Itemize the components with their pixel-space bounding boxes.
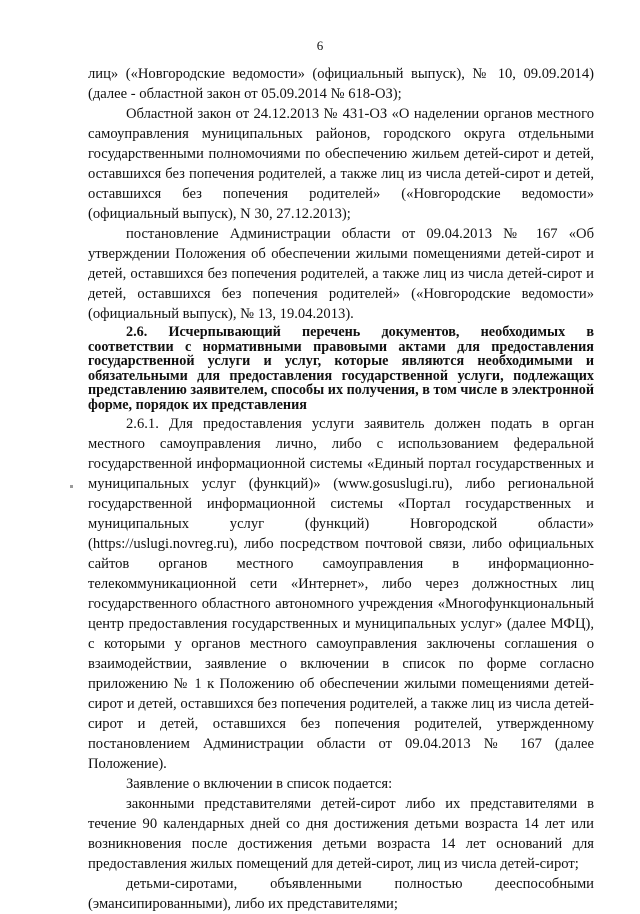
margin-mark [70, 485, 73, 488]
paragraph: лиц» («Новгородские ведомости» (официальный выпуск), № 10, 09.09.2014) (далее - областной закон от 05.09.2014 № 618-ОЗ); [88, 66, 594, 102]
paragraph: детьми-сиротами, объявленными полностью дееспособными (эмансипированными), либо их представителями; [88, 876, 594, 912]
section-heading: 2.6. Исчерпывающий перечень документов, необходимых в соответствии с нормативными правовыми актами для предоставления государственной услуги и услуг, которые являются необходимыми и обязательными для предоставления государственной услуги, подлежащих представлению заявителем, способы их получения, в том числе в электронной форме, порядок их представления [88, 324, 594, 413]
document-body [88, 64, 594, 914]
paragraph: 2.6.1. Для предоставления услуги заявитель должен подать в орган местного самоуправления лично, либо с использованием федеральной государственной информационной системы «Единый портал государственных и муниципальных услуг (функций)» (www.gosuslugi.ru), либо региональной государственной информационной системы «Портал государственных и муниципальных услуг (функций) Новгородской области» (https://uslugi.novreg.ru), либо посредством почтовой связи, либо официальных сайтов органов местного самоуправления в информационно-телекоммуникационной сети «Интернет», либо через должностных лиц государственного областного автономного учреждения «Многофункциональный центр предоставления государственных и муниципальных услуг» (далее МФЦ), с которыми у органов местного самоуправления заключены соглашения о взаимодействии, заявление о включении в список по форме согласно приложению № 1 к Положению об обеспечении жилыми помещениями детей-сирот и детей, оставшихся без попечения родителей, а также лиц из числа детей-сирот и детей, оставшихся без попечения родителей, утвержденному постановлением Администрации области от 09.04.2013 № 167 (далее Положение). [88, 416, 594, 772]
paragraph: законными представителями детей-сирот либо их представителями в течение 90 календарных дней со дня достижения детьми возраста 14 лет или возникновения после достижения детьми возраста 14 лет оснований для предоставления жилых помещений для детей-сирот, лиц из числа детей-сирот; [88, 796, 594, 872]
page-number: 6 [316, 38, 324, 53]
paragraph: постановление Администрации области от 09.04.2013 № 167 «Об утверждении Положения об обеспечении жилыми помещениями детей-сирот и детей, оставшихся без попечения родителей, а также лиц из числа детей-сирот и детей, оставшихся без попечения родителей» («Новгородские ведомости» (официальный выпуск), № 13, 19.04.2013). [88, 226, 594, 322]
paragraph: Заявление о включении в список подается: [126, 776, 393, 792]
paragraph: Областной закон от 24.12.2013 № 431-ОЗ «О наделении органов местного самоуправления муниципальных районов, городского округа отдельными государственными полномочиями по обеспечению жильем детей-сирот и детей, оставшихся без попечения родителей, а также лиц из числа детей-сирот и детей, оставшихся без попечения родителей» («Новгородские ведомости» (официальный выпуск), N 30, 27.12.2013); [88, 106, 594, 222]
